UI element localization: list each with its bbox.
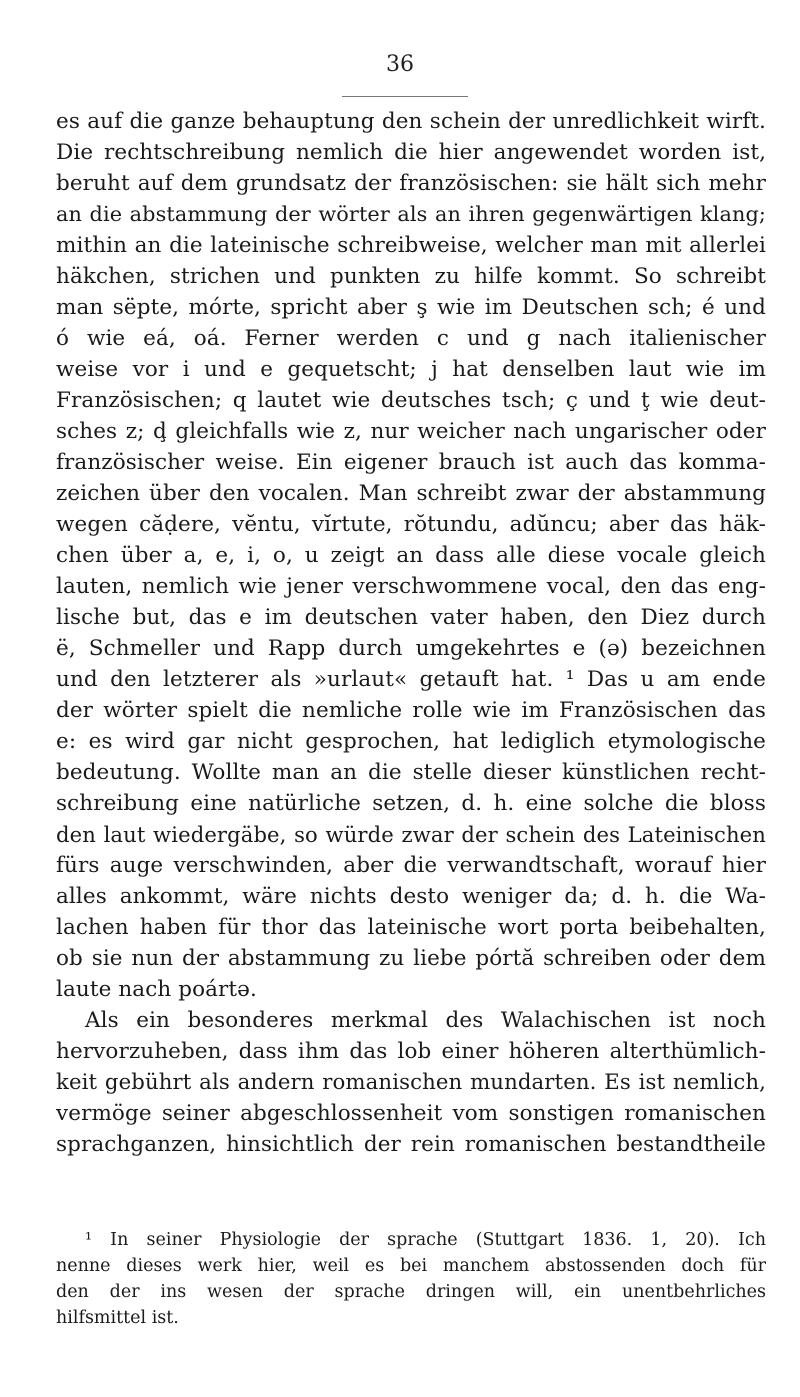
text-line: bedeutung. Wollte man an die stelle dieser künstlichen recht- xyxy=(56,760,766,785)
footnote-line: hilfsmittel ist. xyxy=(56,1308,179,1328)
text-line: sprachganzen, hinsichtlich der rein romanischen bestandtheile xyxy=(56,1132,766,1157)
footnote-line: ¹ In seiner Physiologie der sprache (Stuttgart 1836. 1, 20). Ich xyxy=(85,1230,766,1250)
text-line: häkchen, strichen und punkten zu hilfe kommt. So schreibt xyxy=(56,264,766,289)
text-line: und den letzterer als »urlaut« getauft hat. ¹ Das u am ende xyxy=(56,667,766,692)
text-line: sches z; ḑ gleichfalls wie z, nur weicher nach ungarischer oder xyxy=(56,419,766,444)
text-line: wegen căḍere, vĕntu, vĭrtute, rŏtundu, adŭncu; aber das häk- xyxy=(56,512,766,537)
text-line: vermöge seiner abgeschlossenheit vom sonstigen romanischen xyxy=(56,1101,766,1126)
text-line: der wörter spielt die nemliche rolle wie im Französischen das xyxy=(56,698,766,723)
text-line: zeichen über den vocalen. Man schreibt zwar der abstammung xyxy=(56,481,766,506)
body-text xyxy=(56,106,766,1160)
text-line: mithin an die lateinische schreibweise, welcher man mit allerlei xyxy=(56,233,766,258)
text-line: laute nach poártə. xyxy=(56,977,257,1002)
footnote-line: nenne dieses werk hier, weil es bei manchem abstossenden doch für xyxy=(56,1256,766,1276)
text-line: ë, Schmeller und Rapp durch umgekehrtes e (ə) bezeichnen xyxy=(56,636,766,661)
text-line: Französischen; q lautet wie deutsches tsch; ç und ţ wie deut- xyxy=(56,388,766,413)
text-line: lische but, das e im deutschen vater haben, den Diez durch xyxy=(56,605,766,630)
footnotes xyxy=(56,1227,766,1331)
text-line: e: es wird gar nicht gesprochen, hat lediglich etymologische xyxy=(56,729,766,754)
text-line: beruht auf dem grundsatz der französischen: sie hält sich mehr xyxy=(56,171,766,196)
text-line: Die rechtschreibung nemlich die hier angewendet worden ist, xyxy=(56,140,766,165)
text-line: lachen haben für thor das lateinische wort porta beibehalten, xyxy=(56,915,766,940)
text-line: chen über a, e, i, o, u zeigt an dass alle diese vocale gleich xyxy=(56,543,766,568)
text-line: ó wie eá, oá. Ferner werden c und g nach italienischer xyxy=(56,326,766,351)
text-line: es auf die ganze behauptung den schein der unredlichkeit wirft. xyxy=(56,109,766,134)
text-line: den laut wiedergäbe, so würde zwar der schein des Lateinischen xyxy=(56,822,766,847)
text-line: keit gebührt als andern romanischen mundarten. Es ist nemlich, xyxy=(56,1070,766,1095)
text-line: an die abstammung der wörter als an ihren gegenwärtigen klang; xyxy=(56,202,766,226)
text-line: fürs auge verschwinden, aber die verwandtschaft, worauf hier xyxy=(56,853,766,878)
text-line: hervorzuheben, dass ihm das lob einer höheren alterthümlich- xyxy=(56,1039,766,1064)
text-line: Als ein besonderes merkmal des Walachischen ist noch xyxy=(85,1008,766,1033)
text-line: lauten, nemlich wie jener verschwommene vocal, den das eng- xyxy=(56,574,766,599)
text-line: alles ankommt, wäre nichts desto weniger da; d. h. die Wa- xyxy=(56,884,766,909)
header-rule xyxy=(342,96,468,97)
page-number: 36 xyxy=(386,52,414,77)
text-line: schreibung eine natürliche setzen, d. h. eine solche die bloss xyxy=(56,791,766,816)
footnote-line: den der ins wesen der sprache dringen will, ein unentbehrliches xyxy=(56,1282,766,1302)
text-line: weise vor i und e gequetscht; j hat denselben laut wie im xyxy=(56,357,766,382)
text-line: ob sie nun der abstammung zu liebe pórtă schreiben oder dem xyxy=(56,946,766,971)
text-line: französischer weise. Ein eigener brauch ist auch das komma- xyxy=(56,450,766,475)
text-line: man sëpte, mórte, spricht aber ş wie im Deutschen sch; é und xyxy=(56,295,766,320)
